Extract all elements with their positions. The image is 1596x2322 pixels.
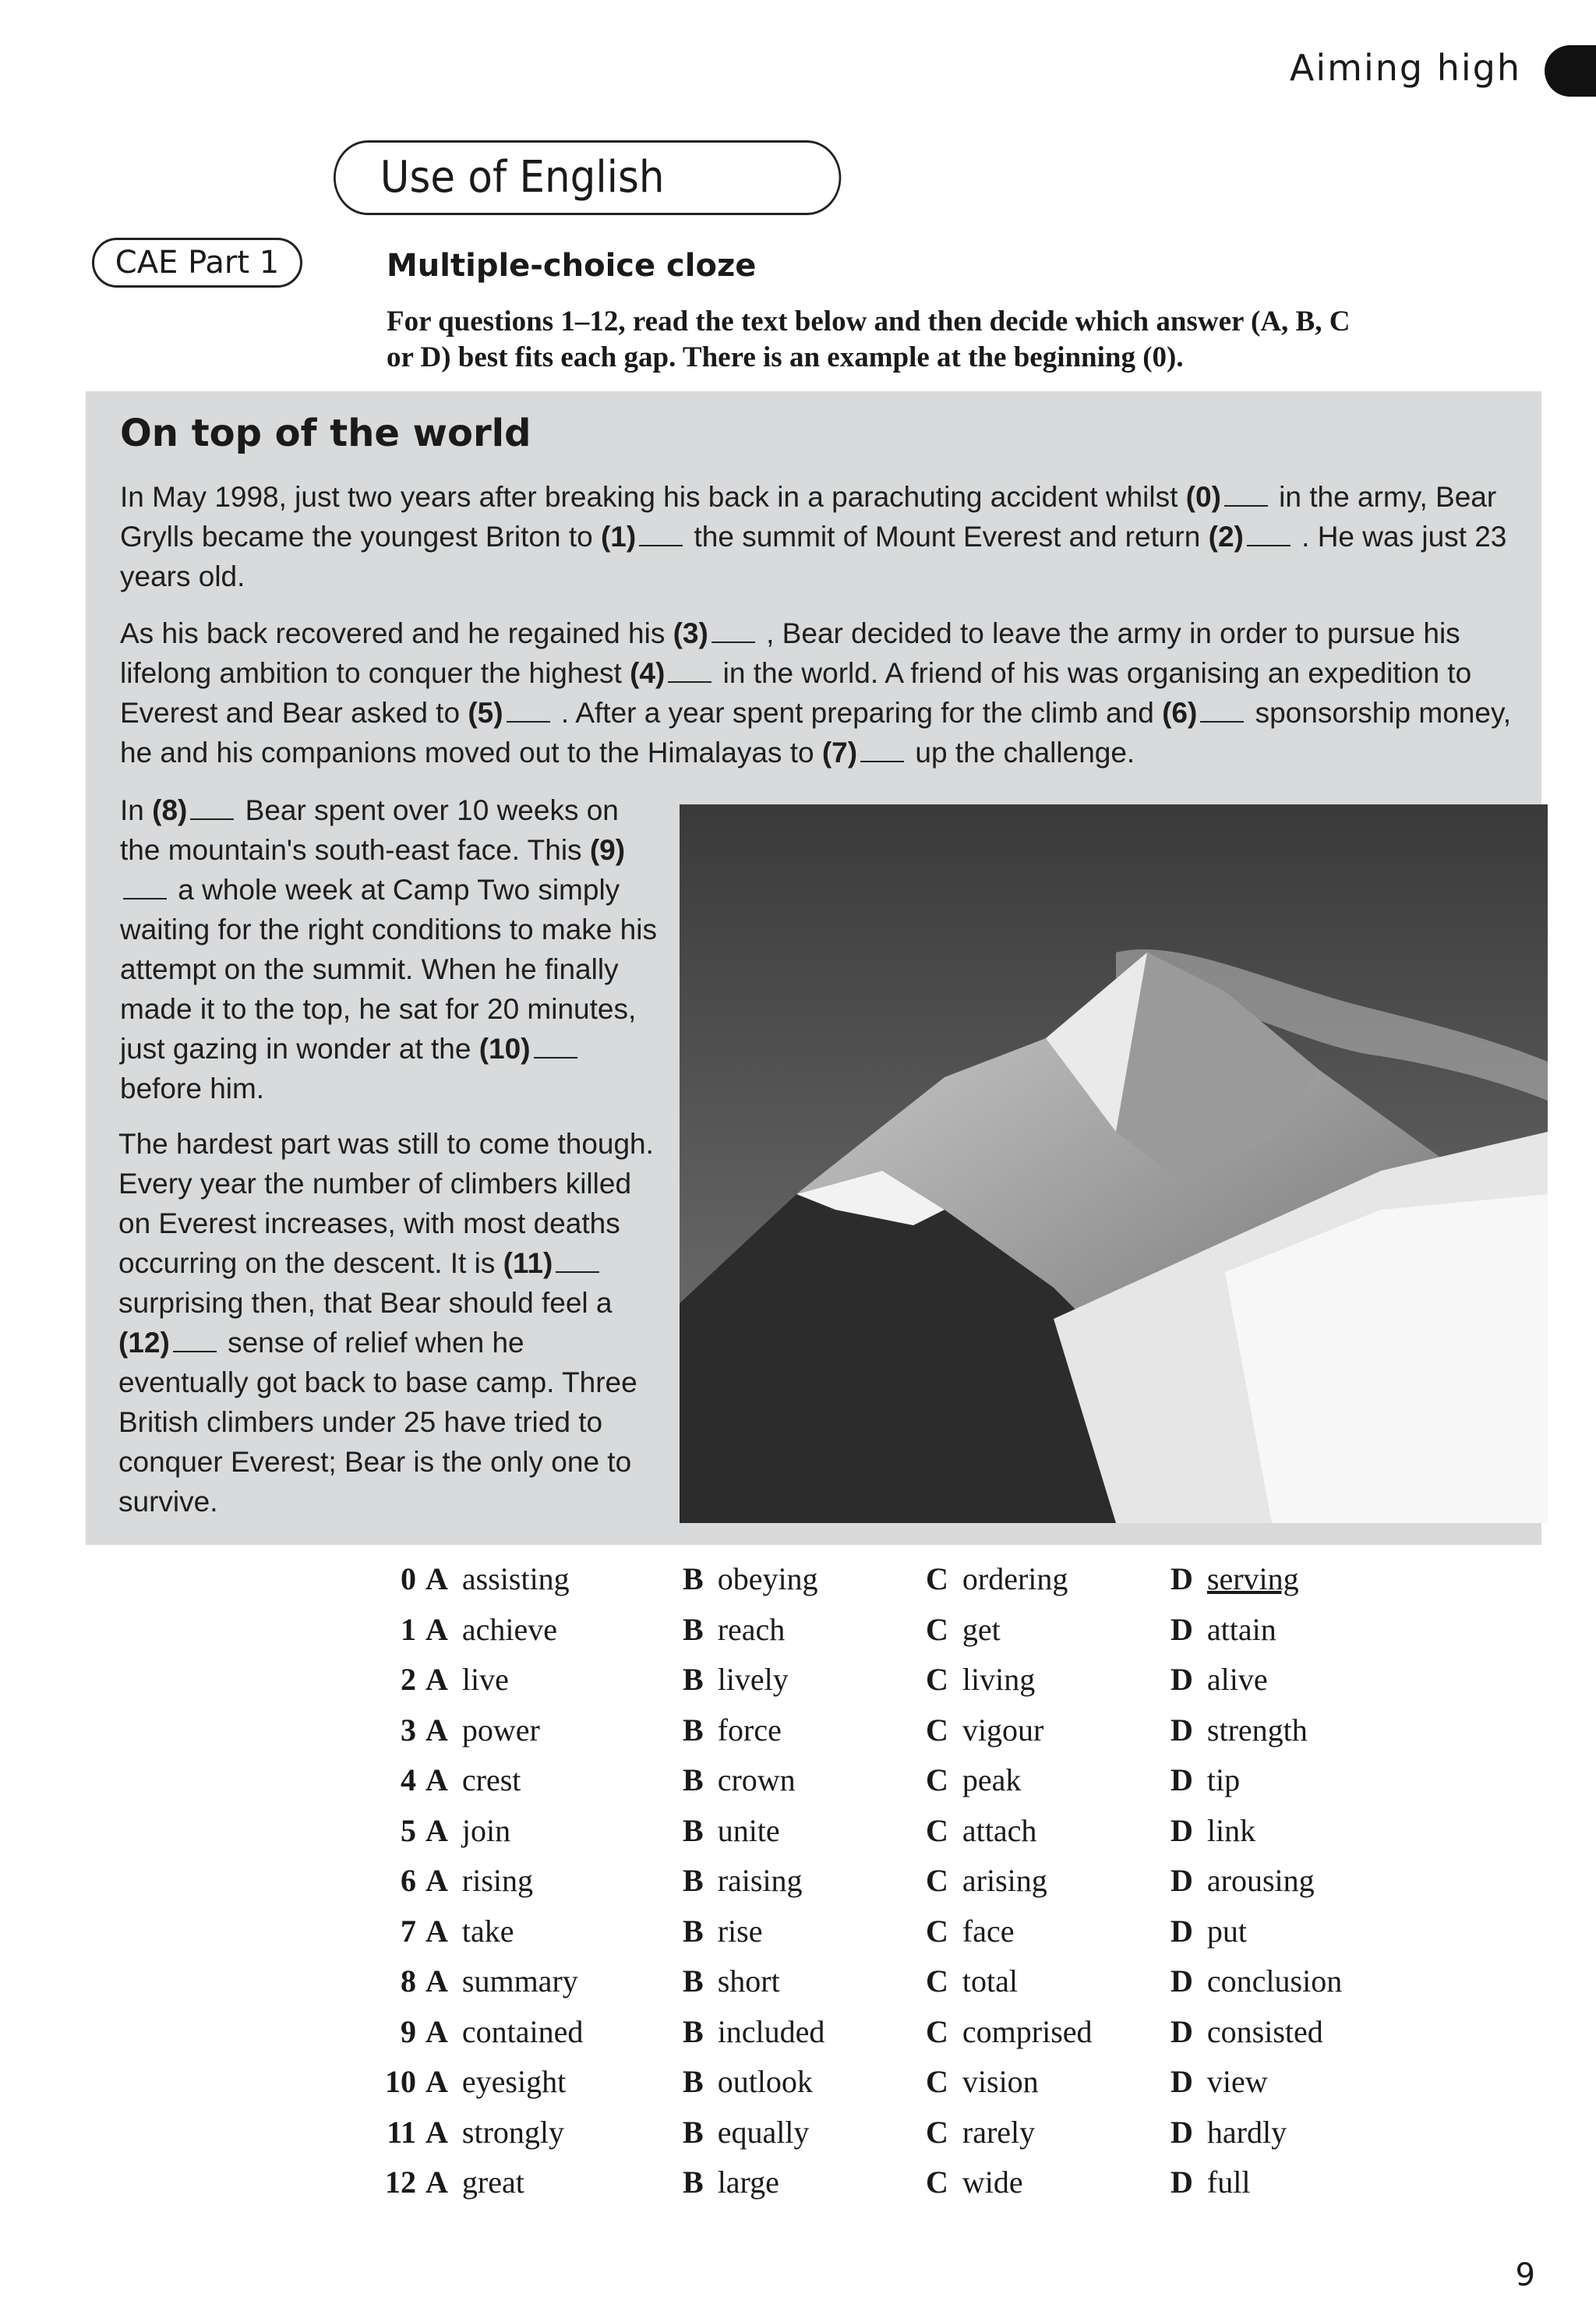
everest-photo [680, 804, 1548, 1523]
option-letter: A [425, 1561, 448, 1596]
question-number: 4 [401, 1762, 416, 1797]
option-c[interactable] [926, 1712, 1043, 1748]
option-b[interactable] [683, 2013, 824, 2050]
option-a[interactable] [382, 1560, 570, 1597]
option-b[interactable] [683, 2114, 809, 2151]
gap-number: (8) [152, 794, 188, 826]
option-c[interactable] [926, 2063, 1039, 2100]
gap-number: (12) [118, 1327, 170, 1359]
option-letter: A [425, 2114, 448, 2150]
mountain-illustration [680, 804, 1548, 1523]
option-b[interactable] [683, 1560, 818, 1597]
option-letter: D [1171, 1913, 1193, 1949]
option-word: rising [461, 1863, 534, 1898]
option-word: achieve [461, 1611, 558, 1647]
paragraph-text: Bear spent over 10 weeks on the mountain's south-east face. This [120, 794, 619, 866]
option-letter: B [683, 1963, 704, 1999]
gap-blank[interactable] [534, 1035, 577, 1059]
part-label: CAE Part 1 [92, 238, 302, 288]
option-d[interactable] [1171, 1712, 1308, 1748]
option-word: wide [962, 2165, 1023, 2200]
option-letter: B [683, 1913, 704, 1949]
option-c[interactable] [926, 1862, 1047, 1899]
option-b[interactable] [683, 1661, 789, 1698]
option-word: attain [1206, 1611, 1276, 1647]
option-b[interactable] [683, 1712, 782, 1748]
option-letter: A [425, 1963, 448, 1999]
gap-number: (3) [673, 617, 708, 649]
option-letter: B [683, 1863, 704, 1898]
question-number: 6 [401, 1863, 416, 1898]
option-a[interactable] [382, 1611, 557, 1648]
gap-blank[interactable] [173, 1329, 217, 1352]
option-letter: A [425, 2064, 448, 2099]
option-letter: A [425, 1712, 448, 1748]
gap-blank[interactable] [507, 699, 550, 723]
gap-number: (0) [1185, 481, 1221, 513]
option-word: attach [962, 1812, 1037, 1848]
option-word: conclusion [1206, 1963, 1343, 1999]
option-c[interactable] [926, 1812, 1036, 1849]
option-d[interactable] [1171, 1812, 1255, 1849]
question-number: 3 [401, 1712, 416, 1748]
option-c[interactable] [926, 1611, 1001, 1648]
option-letter: B [683, 1812, 704, 1848]
option-row [382, 1812, 1395, 1863]
option-d[interactable] [1171, 2164, 1250, 2200]
paragraph-text: sponsorship money, he and his companions moved out to the Himalayas to [120, 697, 1511, 769]
paragraph-text: sense of relief when he eventually got back to base camp. Three British climbers under 25 have tried to conquer Everest; Bear is the only one to survive. [118, 1327, 637, 1518]
option-letter: C [926, 1762, 948, 1797]
option-word: full [1206, 2165, 1251, 2200]
option-word: summary [461, 1963, 578, 1999]
option-letter: C [926, 1963, 948, 1999]
option-row [382, 1560, 1395, 1611]
option-row [382, 2114, 1395, 2165]
option-word: power [461, 1712, 540, 1748]
option-word: outlook [717, 2064, 813, 2099]
option-word: rarely [962, 2114, 1036, 2150]
question-number: 11 [387, 2114, 416, 2150]
option-c[interactable] [926, 1913, 1014, 1949]
option-row [382, 1913, 1395, 1963]
article-paragraph-1 [120, 477, 1515, 596]
option-c[interactable] [926, 1661, 1035, 1698]
option-letter: B [683, 1762, 704, 1797]
option-b[interactable] [683, 1862, 803, 1899]
option-b[interactable] [683, 1963, 780, 1999]
gap-blank[interactable] [1200, 699, 1244, 723]
question-number: 12 [385, 2165, 416, 2200]
option-letter: B [683, 1561, 704, 1596]
option-word: contained [461, 2013, 584, 2049]
option-word: included [717, 2013, 825, 2049]
paragraph-text: , Bear decided to leave the army in order to pursue his lifelong ambition to conquer the highest [120, 617, 1460, 689]
option-letter: C [926, 1611, 948, 1647]
option-letter: A [425, 1812, 448, 1848]
option-a[interactable] [382, 1913, 514, 1949]
option-word: crown [717, 1762, 796, 1797]
gap-number: (7) [821, 737, 858, 769]
gap-blank[interactable] [668, 659, 711, 683]
option-letter: B [683, 1662, 704, 1697]
option-word: strongly [461, 2114, 565, 2150]
option-letter: C [926, 1812, 948, 1848]
paragraph-text: . He was just 23 years old. [120, 521, 1507, 592]
gap-number: (1) [600, 521, 637, 553]
option-row [382, 2164, 1395, 2214]
option-letter: D [1171, 1762, 1193, 1797]
option-letter: D [1171, 1863, 1193, 1898]
article-paragraph-3 [120, 790, 658, 1108]
option-word: hardly [1206, 2114, 1287, 2150]
option-word: total [962, 1963, 1018, 1999]
option-word: face [962, 1913, 1015, 1949]
option-word: peak [962, 1762, 1022, 1797]
option-d[interactable] [1171, 1963, 1342, 1999]
option-letter: C [926, 1561, 948, 1596]
option-word: equally [717, 2114, 810, 2150]
option-a[interactable] [382, 1812, 510, 1849]
option-c[interactable] [926, 1963, 1018, 1999]
instructions-line-1: For questions 1–12, read the text below and then decide which answer (A, B, C [387, 306, 1351, 338]
instructions-line-2: or D) best fits each gap. There is an example at the beginning (0). [387, 341, 1184, 373]
option-b[interactable] [683, 1913, 762, 1949]
gap-number: (2) [1208, 521, 1244, 553]
chapter-tab-marker [1545, 45, 1596, 97]
option-letter: D [1171, 1963, 1193, 1999]
option-a[interactable] [382, 1661, 509, 1698]
paragraph-text: up the challenge. [907, 737, 1135, 769]
gap-blank[interactable] [1247, 523, 1291, 546]
option-b[interactable] [683, 1611, 785, 1648]
question-number: 1 [401, 1611, 416, 1647]
option-word: eyesight [461, 2064, 567, 2099]
option-word: reach [717, 1611, 786, 1647]
option-word: great [461, 2165, 524, 2200]
gap-number: (6) [1162, 697, 1198, 729]
option-word: live [461, 1662, 509, 1697]
option-word: obeying [717, 1561, 818, 1596]
option-word: tip [1206, 1762, 1241, 1797]
paragraph-text: the summit of Mount Everest and return [686, 521, 1209, 553]
option-letter: C [926, 1863, 948, 1898]
gap-blank[interactable] [190, 797, 234, 820]
gap-number: (9) [589, 834, 626, 866]
option-letter: D [1171, 1561, 1193, 1596]
option-letter: D [1171, 2013, 1193, 2049]
gap-blank[interactable] [639, 523, 683, 546]
option-letter: C [926, 2114, 948, 2150]
option-letter: A [425, 1913, 448, 1949]
option-b[interactable] [683, 1812, 780, 1849]
option-word: alive [1206, 1662, 1268, 1697]
option-word: rise [717, 1913, 763, 1949]
option-letter: B [683, 1611, 704, 1647]
question-number: 0 [401, 1561, 416, 1596]
option-word: ordering [962, 1561, 1068, 1596]
option-letter: D [1171, 2064, 1193, 2099]
option-d[interactable] [1171, 1762, 1240, 1798]
option-word: get [962, 1611, 1001, 1647]
option-word: vigour [962, 1712, 1044, 1748]
option-letter: A [425, 1662, 448, 1697]
gap-blank[interactable] [556, 1249, 599, 1273]
option-word: strength [1206, 1712, 1308, 1748]
option-letter: D [1171, 1712, 1193, 1748]
task-instructions [387, 304, 1478, 376]
article-paragraph-4 [118, 1124, 656, 1521]
option-b[interactable] [683, 2063, 813, 2100]
option-row [382, 1611, 1395, 1662]
option-letter: A [425, 2013, 448, 2049]
option-d[interactable] [1171, 1661, 1268, 1698]
option-row [382, 1862, 1395, 1913]
article-paragraph-2 [120, 613, 1515, 772]
option-b[interactable] [683, 1762, 796, 1798]
option-letter: B [683, 1712, 704, 1748]
paragraph-text: In [120, 794, 153, 826]
paragraph-text: in the army, Bear Grylls became the youngest Briton to [120, 481, 1497, 553]
paragraph-text: a whole week at Camp Two simply waiting for the right conditions to make his attempt on the summit. When he finally made it to the top, he sat for 20 minutes, just gazing in wonder at the [120, 874, 657, 1065]
option-word: vision [962, 2064, 1039, 2099]
option-word: arousing [1206, 1863, 1315, 1898]
option-row [382, 1661, 1395, 1712]
option-a[interactable] [382, 1762, 521, 1798]
option-a[interactable] [382, 2013, 583, 2050]
option-d[interactable] [1171, 1560, 1299, 1597]
gap-blank[interactable] [123, 876, 167, 899]
option-d[interactable] [1171, 1913, 1247, 1949]
gap-blank[interactable] [860, 739, 904, 762]
option-row [382, 1963, 1395, 2013]
paragraph-text: In May 1998, just two years after breaking his back in a parachuting accident whilst [120, 481, 1186, 513]
option-letter: A [425, 2165, 448, 2200]
option-row [382, 2063, 1395, 2114]
option-word: force [717, 1712, 782, 1748]
question-number: 2 [401, 1662, 416, 1697]
option-letter: D [1171, 2165, 1193, 2200]
option-letter: D [1171, 1662, 1193, 1697]
option-a[interactable] [382, 2063, 566, 2100]
question-number: 10 [385, 2064, 416, 2099]
option-d[interactable] [1171, 2063, 1268, 2100]
option-a[interactable] [382, 1712, 540, 1748]
option-c[interactable] [926, 1762, 1021, 1798]
option-letter: C [926, 2165, 948, 2200]
option-word: link [1206, 1812, 1256, 1848]
option-letter: C [926, 1662, 948, 1697]
question-number: 8 [401, 1963, 416, 1999]
page-number: 9 [1515, 2257, 1535, 2293]
question-number: 7 [401, 1913, 416, 1949]
option-d[interactable] [1171, 1611, 1276, 1648]
option-c[interactable] [926, 2013, 1093, 2050]
option-word: take [461, 1913, 514, 1949]
option-a[interactable] [382, 2114, 564, 2151]
option-letter: B [683, 2165, 704, 2200]
option-row [382, 1712, 1395, 1762]
task-title: Multiple-choice cloze [387, 248, 757, 284]
option-letter: B [683, 2064, 704, 2099]
option-a[interactable] [382, 1963, 578, 1999]
gap-blank[interactable] [1224, 483, 1268, 507]
option-letter: C [926, 2013, 948, 2049]
option-letter: C [926, 1913, 948, 1949]
option-letter: D [1171, 1611, 1193, 1647]
option-word: crest [461, 1762, 521, 1797]
question-number: 5 [401, 1812, 416, 1848]
option-word: comprised [962, 2013, 1093, 2049]
paragraph-text: The hardest part was still to come though. Every year the number of climbers killed on Everest increases, with most deaths occurring on the descent. It is [118, 1128, 654, 1279]
answer-options-table [382, 1560, 1395, 2214]
option-letter: A [425, 1762, 448, 1797]
option-d[interactable] [1171, 2013, 1323, 2050]
option-letter: B [683, 2013, 704, 2049]
option-row [382, 2013, 1395, 2064]
option-word: large [717, 2165, 779, 2200]
option-word: put [1206, 1913, 1248, 1949]
option-word: serving [1206, 1561, 1299, 1596]
option-word: join [461, 1812, 511, 1848]
option-letter: A [425, 1863, 448, 1898]
option-letter: C [926, 1712, 948, 1748]
option-letter: A [425, 1611, 448, 1647]
option-a[interactable] [382, 1862, 533, 1899]
option-d[interactable] [1171, 2114, 1287, 2151]
option-word: arising [962, 1863, 1047, 1898]
option-word: consisted [1206, 2013, 1323, 2049]
option-b[interactable] [683, 2164, 779, 2200]
option-word: living [962, 1662, 1036, 1697]
article-title: On top of the world [120, 412, 531, 455]
option-word: raising [717, 1863, 803, 1898]
gap-blank[interactable] [711, 620, 755, 643]
option-word: unite [717, 1812, 780, 1848]
option-a[interactable] [382, 2164, 524, 2200]
option-d[interactable] [1171, 1862, 1315, 1899]
option-row [382, 1762, 1395, 1812]
paragraph-text: As his back recovered and he regained his [120, 617, 673, 649]
option-word: assisting [461, 1561, 570, 1596]
question-number: 9 [401, 2013, 416, 2049]
option-word: lively [717, 1662, 789, 1697]
gap-number: (4) [630, 657, 666, 689]
option-c[interactable] [926, 2114, 1035, 2151]
section-title: Use of English [334, 140, 841, 215]
option-c[interactable] [926, 1560, 1068, 1597]
paragraph-text: surprising then, that Bear should feel a [118, 1287, 613, 1319]
chapter-header-title: Aiming high [1289, 47, 1521, 89]
gap-number: (11) [503, 1247, 553, 1279]
gap-number: (5) [468, 697, 503, 729]
paragraph-text: . After a year spent preparing for the climb and [553, 697, 1163, 729]
paragraph-text: before him. [120, 1073, 265, 1104]
option-word: short [717, 1963, 780, 1999]
option-letter: C [926, 2064, 948, 2099]
paragraph-text: in the world. A friend of his was organising an expedition to Everest and Bear asked to [120, 657, 1472, 729]
option-word: view [1206, 2064, 1268, 2099]
option-letter: D [1171, 1812, 1193, 1848]
option-c[interactable] [926, 2164, 1023, 2200]
option-letter: D [1171, 2114, 1193, 2150]
option-letter: B [683, 2114, 704, 2150]
gap-number: (10) [478, 1033, 531, 1065]
